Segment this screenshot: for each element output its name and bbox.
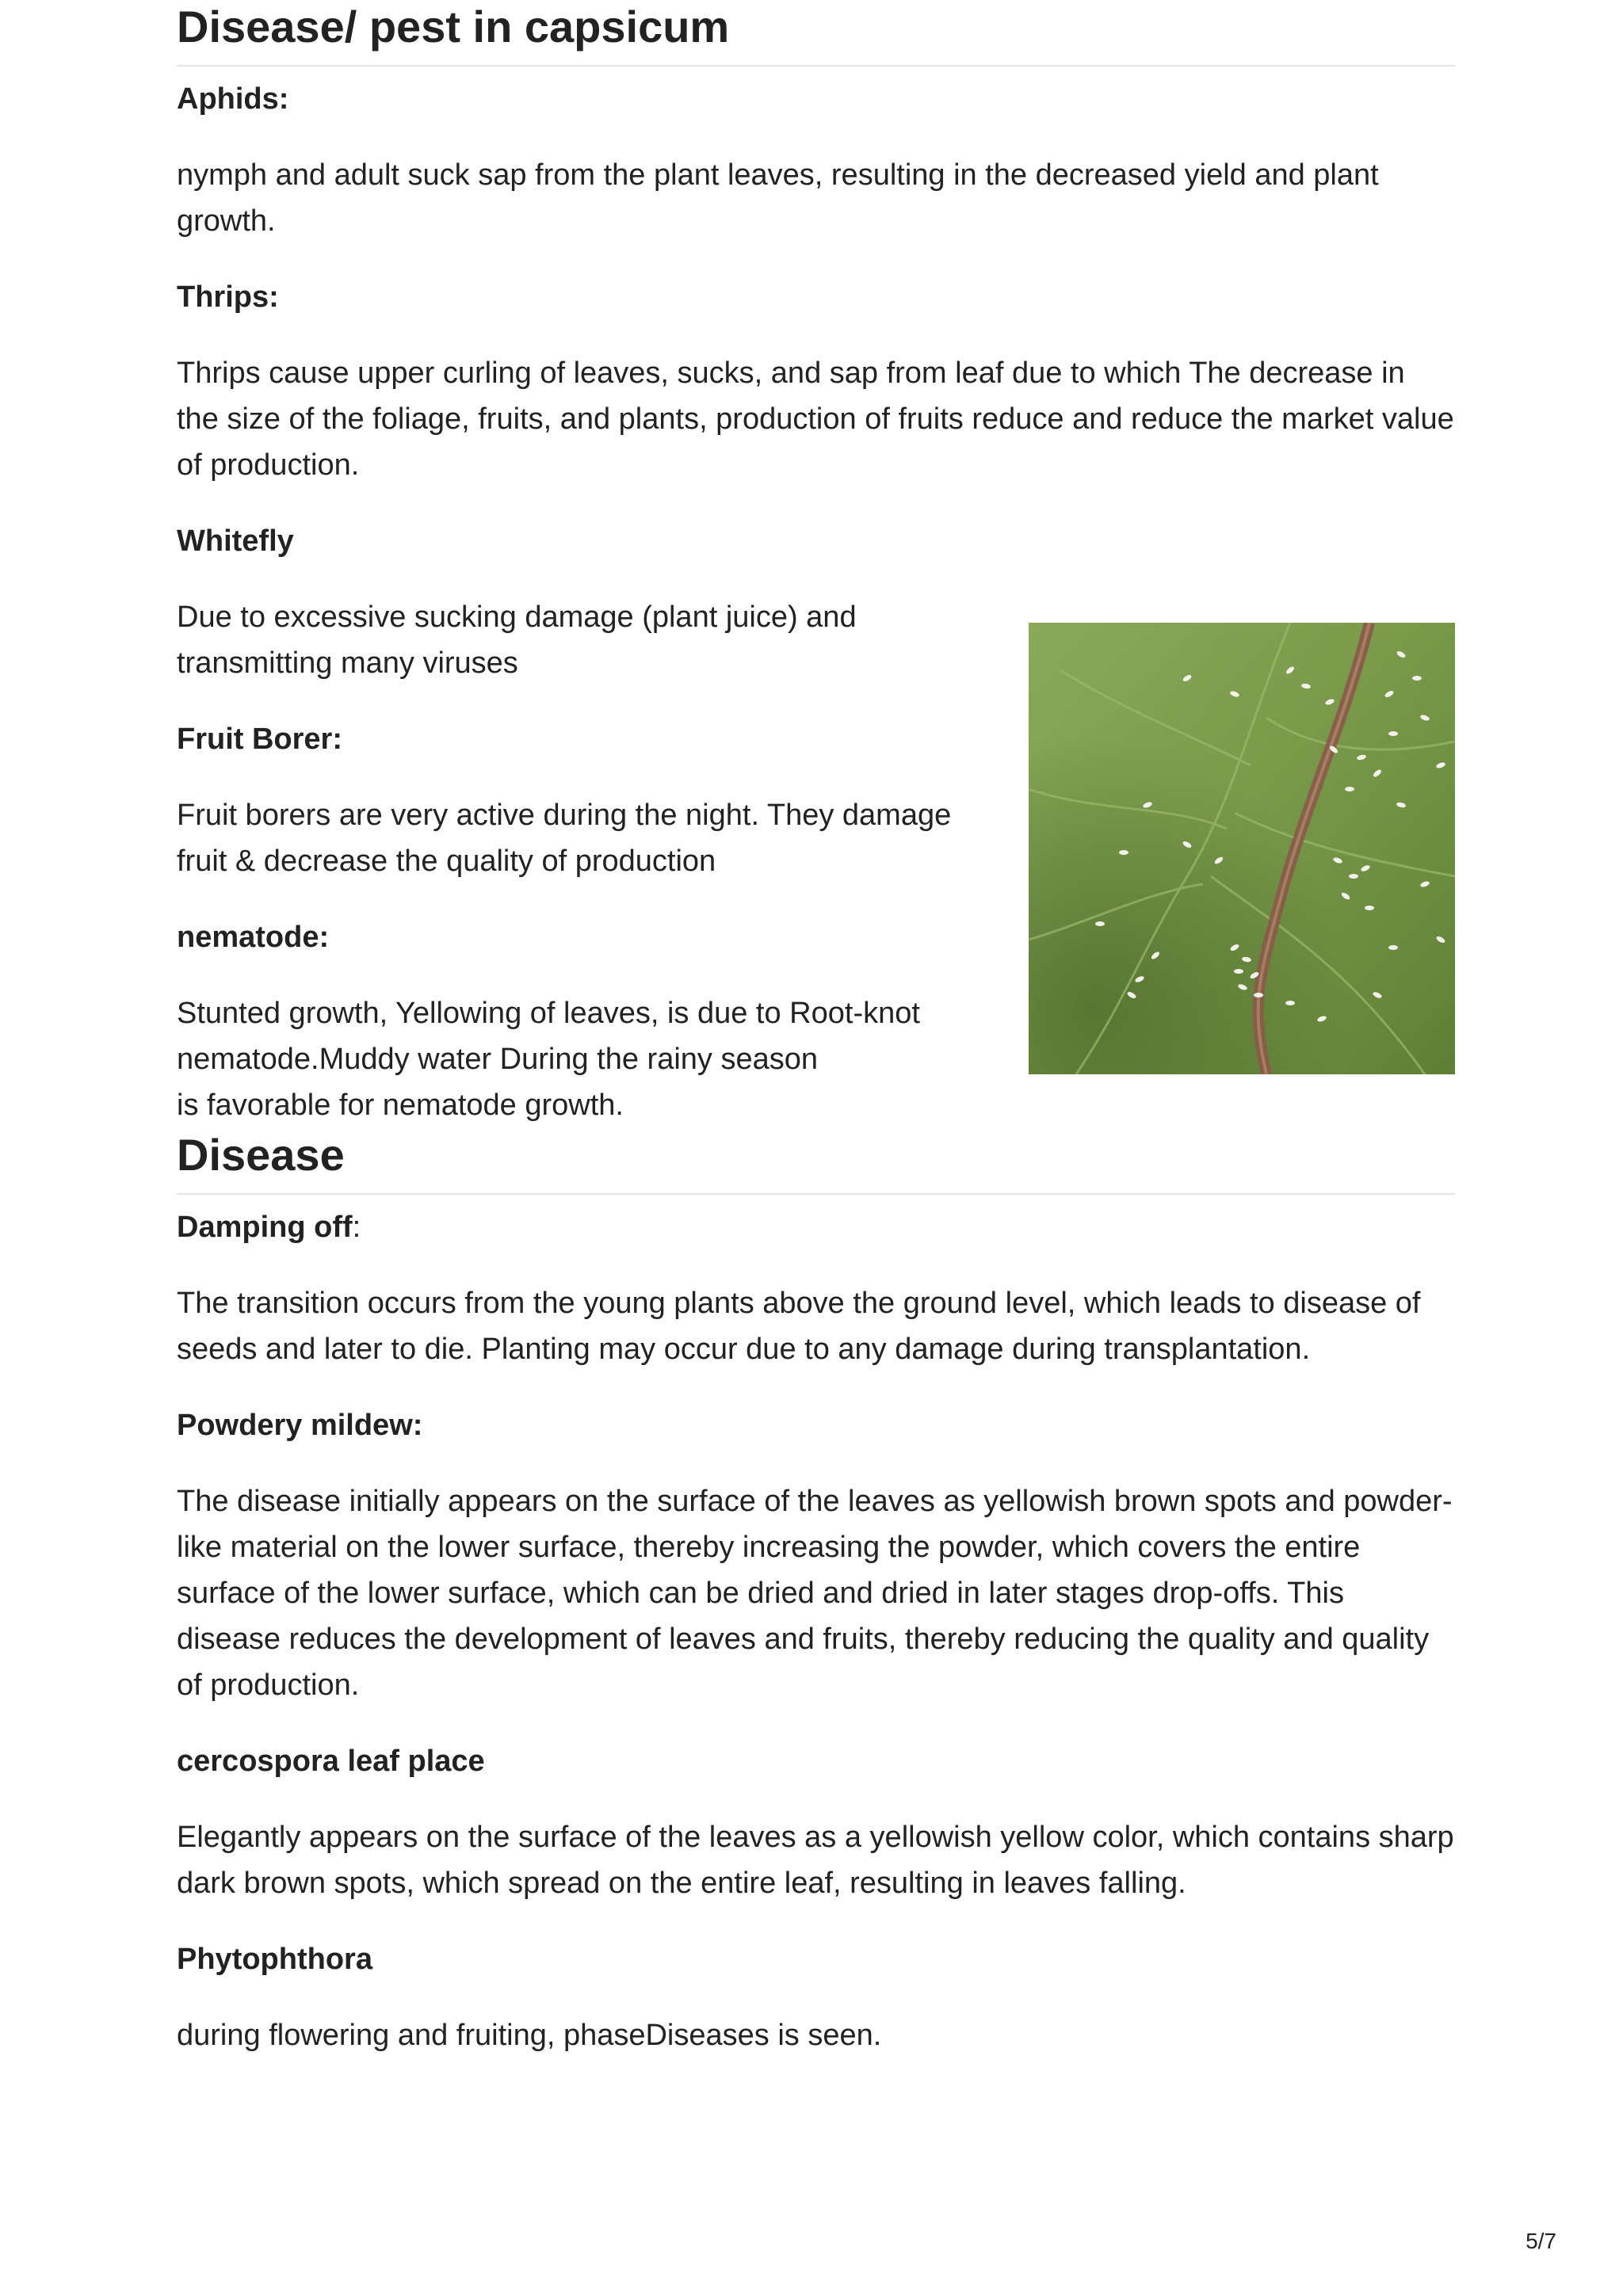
- label-damping-off-text: Damping off: [177, 1211, 353, 1244]
- text-damping-off: The transition occurs from the young plants above the ground level, which leads to disease of seeds and later to die. Planting may occur due to any damage during transplantation.: [177, 1287, 1421, 1366]
- section-title-pests: Disease/ pest in capsicum: [177, 0, 1455, 67]
- label-cercospora: cercospora leaf place: [177, 1745, 485, 1778]
- text-nematode-line-2: nematode.Muddy water During the rainy season: [177, 1043, 819, 1076]
- label-phytophthora: Phytophthora: [177, 1943, 372, 1976]
- leaf-illustration: [1029, 623, 1455, 1074]
- label-nematode: nematode:: [177, 921, 330, 954]
- label-thrips: Thrips:: [177, 280, 279, 314]
- label-damping-off-colon: :: [352, 1211, 361, 1244]
- text-thrips: Thrips cause upper curling of leaves, sucks, and sap from leaf due to which The decrease in the size of the foliage, fruits, and plants, production of fruits reduce and reduce the market value of production.: [177, 357, 1454, 482]
- section-title-disease: Disease: [177, 1128, 1455, 1195]
- text-nematode-line-1: Stunted growth, Yellowing of leaves, is due to Root-knot: [177, 997, 920, 1030]
- pests-text-column: [177, 594, 977, 1128]
- page-number: 5/7: [1526, 2229, 1556, 2253]
- document-page: [177, 0, 1455, 2058]
- text-phytophthora: during flowering and fruiting, phaseDiseases is seen.: [177, 2019, 882, 2052]
- text-nematode: [177, 990, 977, 1128]
- text-powdery-mildew: The disease initially appears on the surface of the leaves as yellowish brown spots and powder-like material on the lower surface, thereby increasing the powder, which covers the entire surface of the lower surface, which can be dried and dried in later stages drop-offs. This disease reduces the development of leaves and fruits, thereby reducing the quality and quality of production.: [177, 1485, 1453, 1702]
- label-powdery-mildew: Powdery mildew:: [177, 1409, 423, 1442]
- label-fruit-borer: Fruit Borer:: [177, 723, 342, 756]
- label-whitefly: Whitefly: [177, 524, 294, 558]
- whitefly-block: [177, 594, 1455, 1128]
- whitefly-leaf-image: [1029, 623, 1455, 1074]
- text-nematode-line-3: is favorable for nematode growth.: [177, 1089, 624, 1122]
- label-damping-off: [177, 1204, 1455, 1250]
- text-aphids: nymph and adult suck sap from the plant leaves, resulting in the decreased yield and plant growth.: [177, 158, 1379, 238]
- text-whitefly: Due to excessive sucking damage (plant juice) and transmitting many viruses: [177, 601, 857, 680]
- label-aphids: Aphids:: [177, 82, 289, 116]
- text-fruit-borer: Fruit borers are very active during the night. They damage fruit & decrease the quality of production: [177, 799, 952, 878]
- text-cercospora: Elegantly appears on the surface of the leaves as a yellowish yellow color, which contains sharp dark brown spots, which spread on the entire leaf, resulting in leaves falling.: [177, 1821, 1454, 1900]
